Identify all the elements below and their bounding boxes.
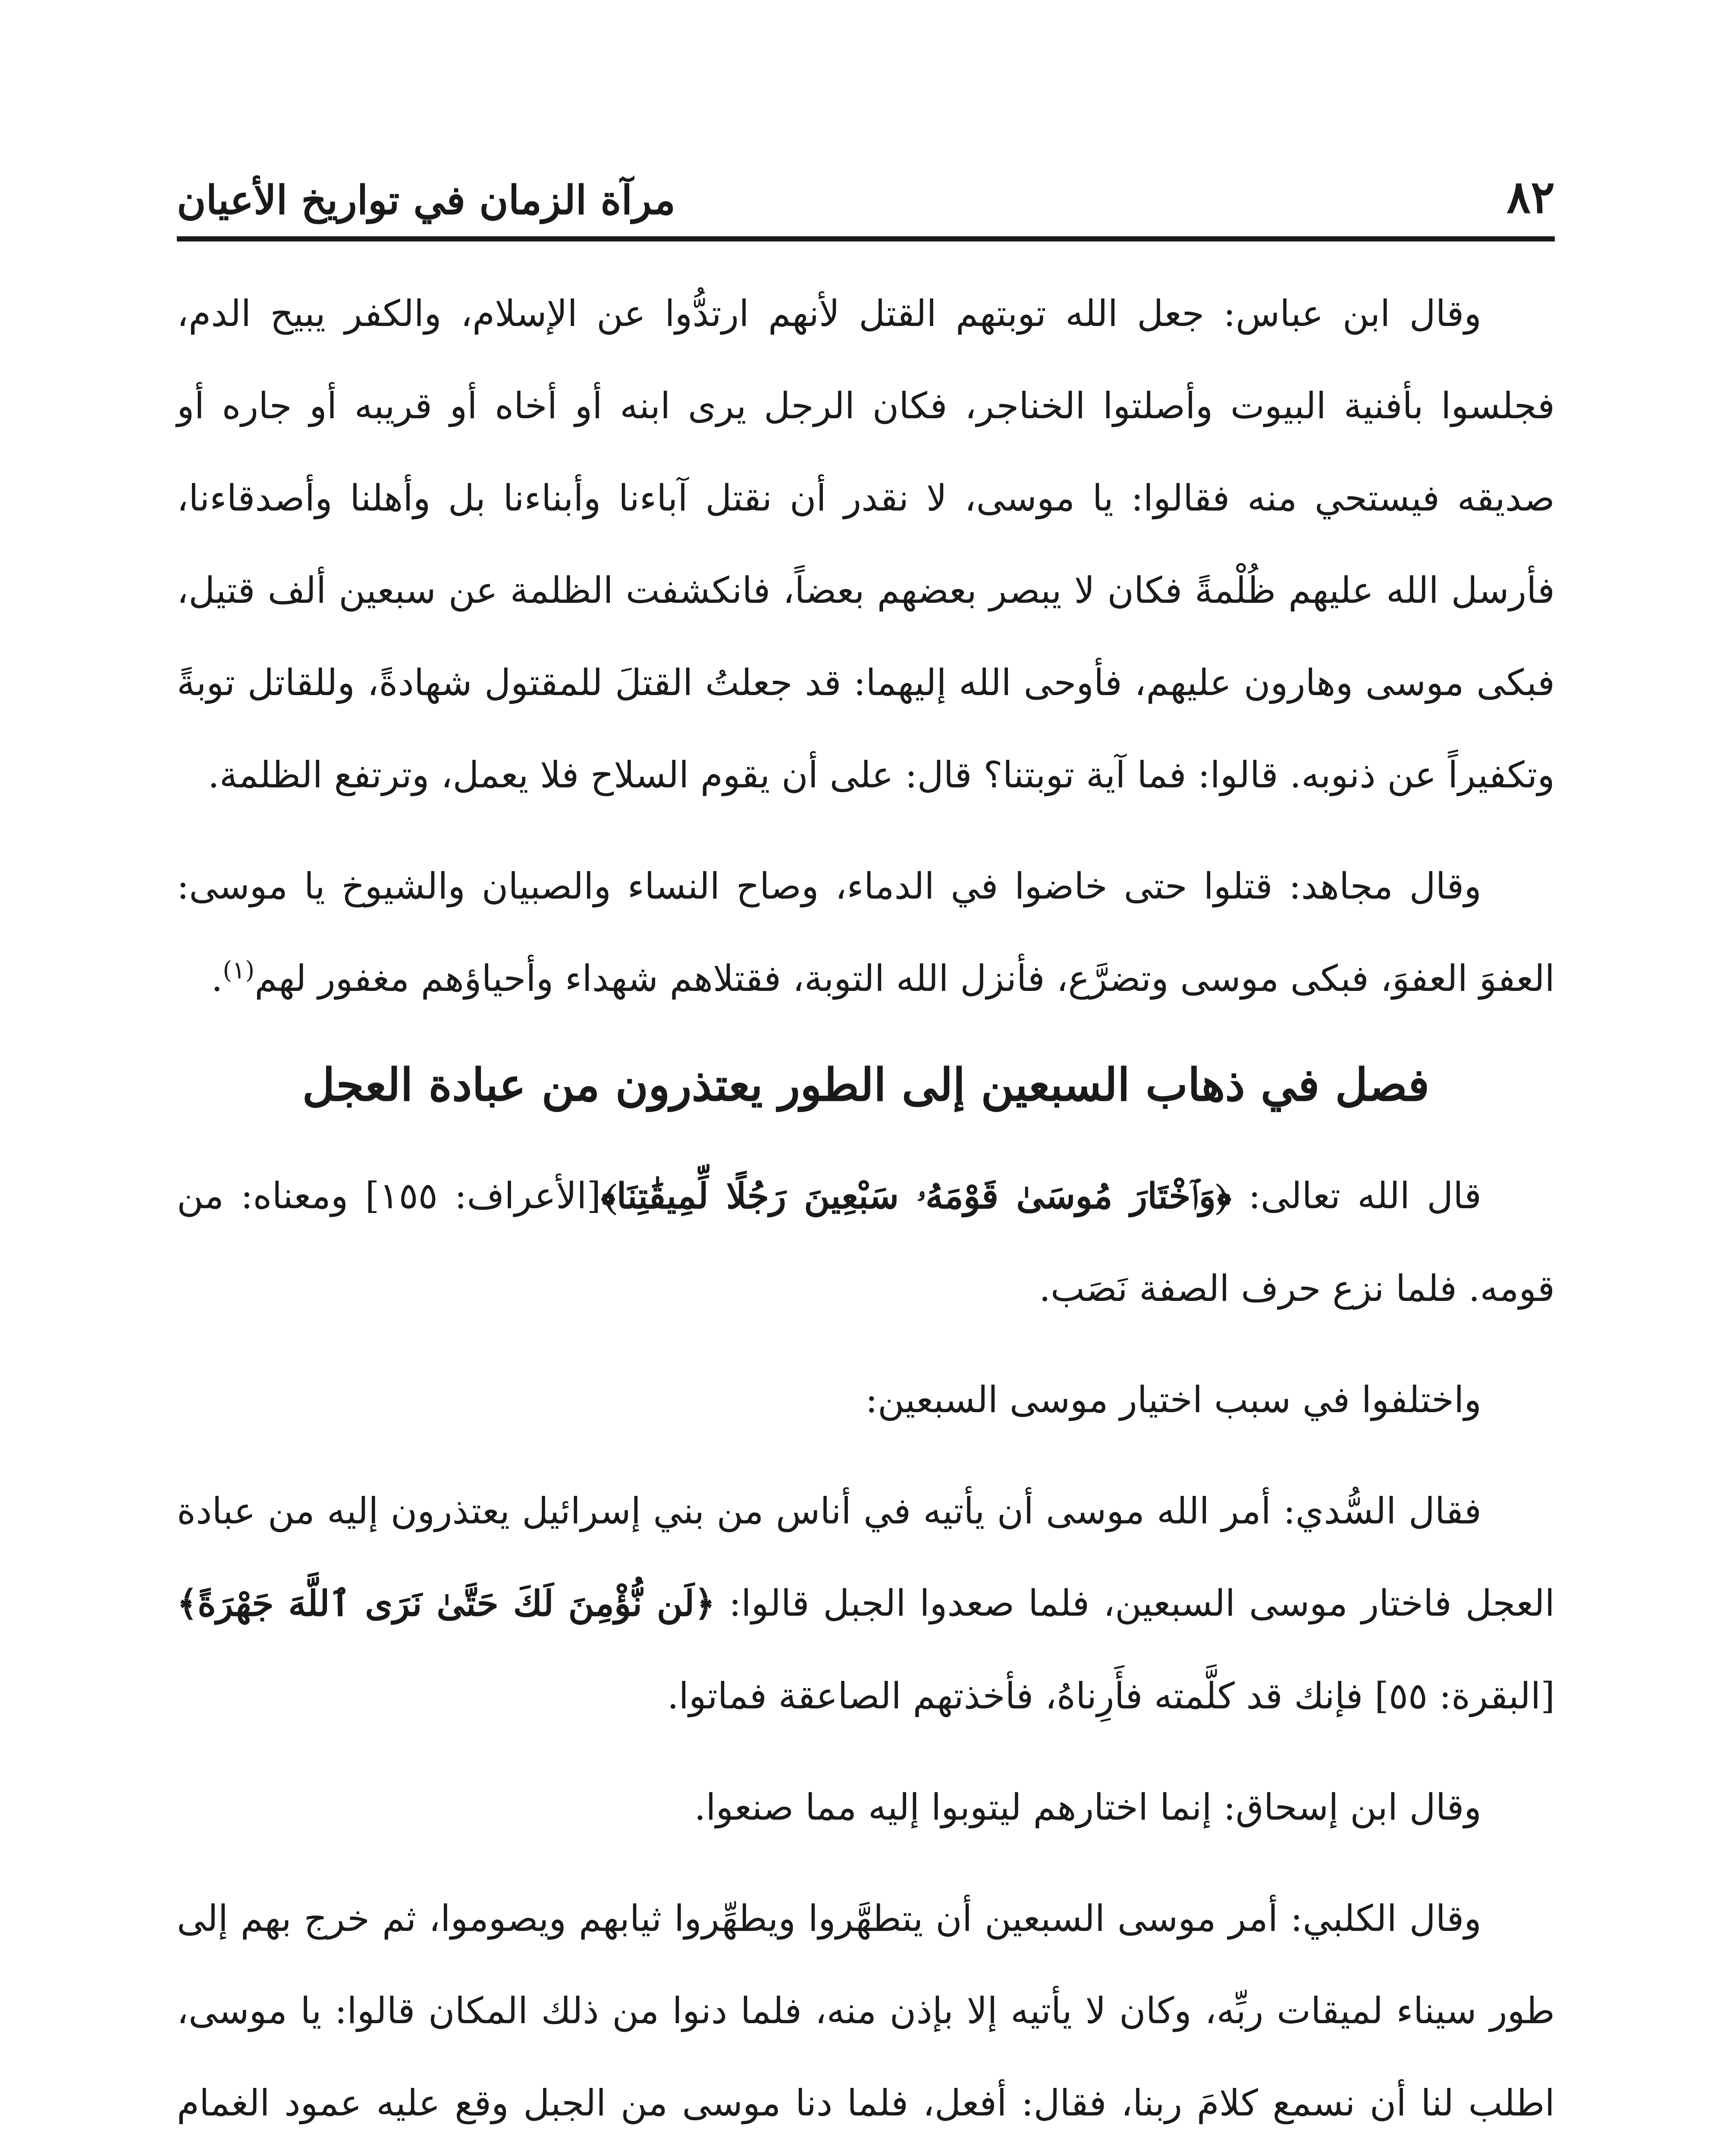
- page-number: ٨٢: [1506, 170, 1555, 223]
- paragraph-kalbi: [177, 1872, 1555, 2156]
- paragraph-text: وقال ابن عباس: جعل الله توبتهم القتل لأنهم ارتدُّوا عن الإسلام، والكفر يبيح الدم، فجلسوا بأفنية البيوت وأصلتوا الخناجر، فكان الرجل يرى ابنه أو أخاه أو قريبه أو جاره أو صديقه فيستحي منه فقالوا: يا موسى، لا نقدر أن نقتل آباءنا وأبناءنا بل وأهلنا وأصدقاءنا، فأرسل الله عليهم ظُلْمةً فكان لا يبصر بعضهم بعضاً، فانكشفت الظلمة عن سبعين ألف قتيل، فبكى موسى وهارون عليهم، فأوحى الله إليهما: قد جعلتُ القتلَ للمقتول شهادةً، وللقاتل توبةً وتكفيراً عن ذنوبه. قالوا: فما آية توبتنا؟ قال: على أن يقوم السلاح فلا يعمل، وترتفع الظلمة.: [177, 292, 1555, 796]
- paragraph-ibn-abbas: [177, 267, 1555, 821]
- verse-reference: [البقرة: ٥٥]: [1375, 1675, 1555, 1717]
- paragraph-mujahid: [177, 840, 1555, 1025]
- paragraph-ikhtilaf: [177, 1354, 1555, 1446]
- paragraph-text: وقال مجاهد: قتلوا حتى خاضوا في الدماء، وصاح النساء والصبيان والشيوخ يا موسى: العفوَ العفوَ، فبكى موسى وتضرَّع، فأنزل الله التوبة، فقتلاهم شهداء وأحياؤهم مغفور لهم: [177, 865, 1555, 1000]
- paragraph-text: واختلفوا في سبب اختيار موسى السبعين:: [865, 1379, 1481, 1421]
- paragraph-verse-araf: [177, 1150, 1555, 1335]
- page-header: [177, 147, 1555, 241]
- paragraph-rest: فإنك قد كلَّمته فأَرِناهُ، فأخذتهم الصاعقة فماتوا.: [667, 1675, 1375, 1717]
- paragraph-suddi: [177, 1465, 1555, 1742]
- quran-verse: ﴿وَٱخْتَارَ مُوسَىٰ قَوْمَهُۥ سَبْعِينَ رَجُلًا لِّمِيقَٰتِنَا﴾: [601, 1175, 1232, 1217]
- paragraph-tail: .: [211, 957, 223, 1000]
- paragraph-lead: قال الله تعالى:: [1231, 1175, 1481, 1217]
- verse-reference: [الأعراف: ١٥٥]: [365, 1175, 601, 1217]
- quran-verse: ﴿لَن نُّؤْمِنَ لَكَ حَتَّىٰ نَرَى ٱللَّهَ جَهْرَةً﴾: [177, 1583, 716, 1624]
- main-text: [177, 267, 1555, 2156]
- section-heading: فصل في ذهاب السبعين إلى الطور يعتذرون من عبادة العجل: [302, 1058, 1430, 1111]
- paragraph-ibn-ishaq: [177, 1761, 1555, 1853]
- paragraph-text: وقال ابن إسحاق: إنما اختارهم ليتوبوا إليه مما صنعوا.: [694, 1786, 1481, 1828]
- running-title: مرآة الزمان في تواريخ الأعيان: [177, 177, 676, 223]
- footnote-reference[interactable]: (١): [223, 956, 255, 984]
- paragraph-text: وقال الكلبي: أمر موسى السبعين أن يتطهَّروا ويطهِّروا ثيابهم ويصوموا، ثم خرج بهم إلى طور سيناء لميقات ربِّه، وكان لا يأتيه إلا بإذن منه، فلما دنوا من ذلك المكان قالوا: يا موسى، اطلب لنا أن نسمع كلامَ ربنا، فقال: أفعل، فلما دنا موسى من الجبل وقع عليه عمود الغمام: [177, 1897, 1555, 2124]
- paragraph-rest: ومعناه: من قومه. فلما نزع حرف الصفة نَصَب.: [177, 1175, 1555, 1310]
- paragraph-lead: فقال السُّدي: أمر الله موسى أن يأتيه في أناس من بني إسرائيل يعتذرون إليه من عبادة العجل فاختار موسى السبعين، فلما صعدوا الجبل قالوا:: [177, 1490, 1555, 1624]
